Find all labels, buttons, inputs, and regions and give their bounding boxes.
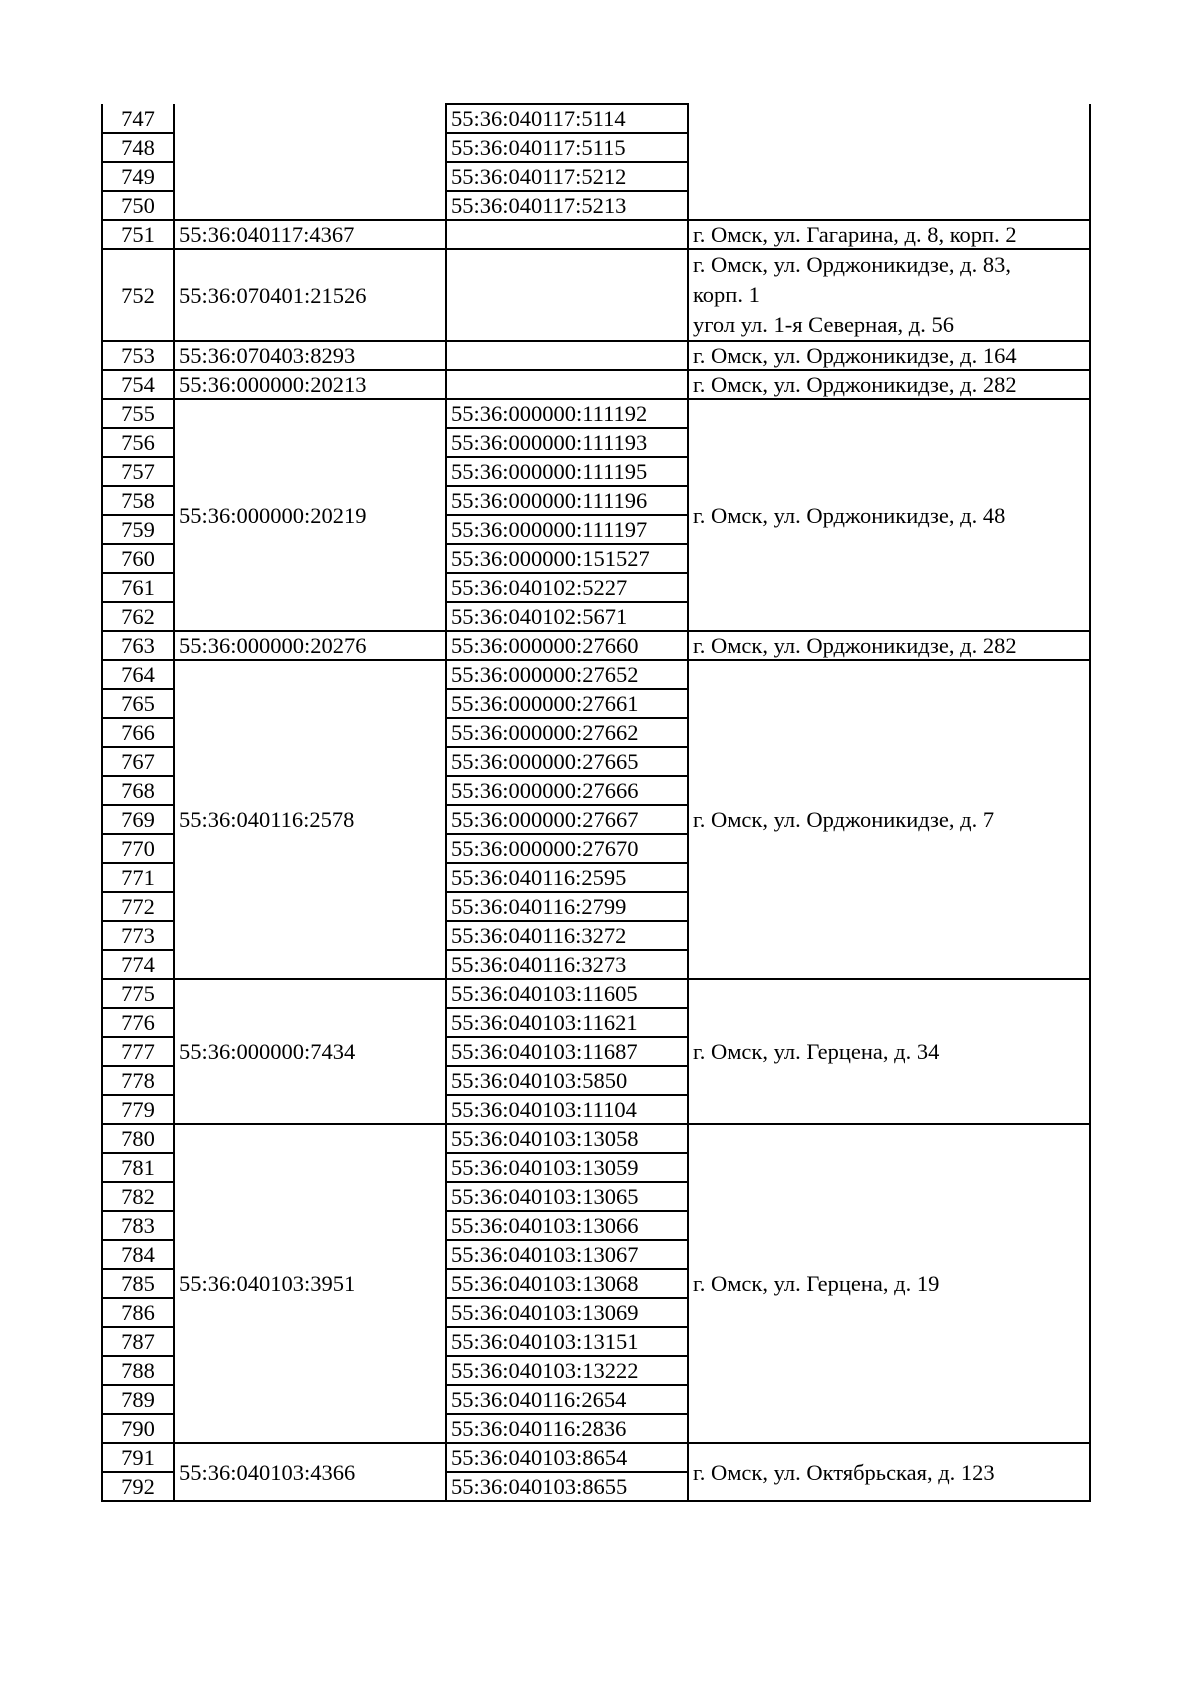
row-number: 784 bbox=[102, 1240, 174, 1269]
row-number: 757 bbox=[102, 457, 174, 486]
row-number: 750 bbox=[102, 191, 174, 220]
sub-object-number: 55:36:000000:111197 bbox=[446, 515, 688, 544]
table-row bbox=[102, 1124, 1090, 1153]
sub-object-number: 55:36:040103:13066 bbox=[446, 1211, 688, 1240]
address: г. Омск, ул. Орджоникидзе, д. 48 bbox=[688, 399, 1090, 631]
sub-object-number: 55:36:040103:5850 bbox=[446, 1066, 688, 1095]
sub-object-number: 55:36:040103:13068 bbox=[446, 1269, 688, 1298]
row-number: 759 bbox=[102, 515, 174, 544]
row-number: 776 bbox=[102, 1008, 174, 1037]
cadastral-number: 55:36:000000:20213 bbox=[174, 370, 446, 399]
sub-object-number: 55:36:040103:8655 bbox=[446, 1472, 688, 1501]
cadastral-number: 55:36:040103:4366 bbox=[174, 1443, 446, 1501]
sub-object-number: 55:36:000000:27662 bbox=[446, 718, 688, 747]
row-number: 773 bbox=[102, 921, 174, 950]
sub-object-number: 55:36:000000:111193 bbox=[446, 428, 688, 457]
row-number: 758 bbox=[102, 486, 174, 515]
sub-object-number: 55:36:000000:27660 bbox=[446, 631, 688, 660]
row-number: 764 bbox=[102, 660, 174, 689]
row-number: 761 bbox=[102, 573, 174, 602]
table-row bbox=[102, 660, 1090, 689]
row-number: 792 bbox=[102, 1472, 174, 1501]
sub-object-number: 55:36:040116:3273 bbox=[446, 950, 688, 979]
sub-object-number: 55:36:000000:27652 bbox=[446, 660, 688, 689]
cadastral-number: 55:36:000000:7434 bbox=[174, 979, 446, 1124]
cadastral-number: 55:36:000000:20219 bbox=[174, 399, 446, 631]
sub-object-number: 55:36:040103:13065 bbox=[446, 1182, 688, 1211]
cadastral-number: 55:36:040103:3951 bbox=[174, 1124, 446, 1443]
table-row bbox=[102, 220, 1090, 249]
cadastral-number: 55:36:070401:21526 bbox=[174, 249, 446, 341]
row-number: 755 bbox=[102, 399, 174, 428]
row-number: 789 bbox=[102, 1385, 174, 1414]
sub-object-number bbox=[446, 370, 688, 399]
sub-object-number: 55:36:040103:11104 bbox=[446, 1095, 688, 1124]
sub-object-number: 55:36:040103:13058 bbox=[446, 1124, 688, 1153]
address: г. Омск, ул. Орджоникидзе, д. 164 bbox=[688, 341, 1090, 370]
row-number: 787 bbox=[102, 1327, 174, 1356]
row-number: 772 bbox=[102, 892, 174, 921]
sub-object-number: 55:36:040116:2654 bbox=[446, 1385, 688, 1414]
row-number: 779 bbox=[102, 1095, 174, 1124]
address: г. Омск, ул. Октябрьская, д. 123 bbox=[688, 1443, 1090, 1501]
address bbox=[688, 249, 1090, 341]
row-number: 765 bbox=[102, 689, 174, 718]
sub-object-number: 55:36:000000:27670 bbox=[446, 834, 688, 863]
sub-object-number: 55:36:040103:11687 bbox=[446, 1037, 688, 1066]
sub-object-number bbox=[446, 220, 688, 249]
row-number: 760 bbox=[102, 544, 174, 573]
sub-object-number: 55:36:040117:5114 bbox=[446, 104, 688, 133]
sub-object-number: 55:36:040116:2836 bbox=[446, 1414, 688, 1443]
address-line: г. Омск, ул. Орджоникидзе, д. 83, bbox=[693, 252, 1011, 277]
sub-object-number: 55:36:000000:27667 bbox=[446, 805, 688, 834]
address-line: угол ул. 1-я Северная, д. 56 bbox=[693, 312, 955, 337]
sub-object-number: 55:36:040116:2595 bbox=[446, 863, 688, 892]
sub-object-number: 55:36:040102:5227 bbox=[446, 573, 688, 602]
sub-object-number: 55:36:040116:3272 bbox=[446, 921, 688, 950]
row-number: 747 bbox=[102, 104, 174, 133]
sub-object-number: 55:36:000000:111195 bbox=[446, 457, 688, 486]
address: г. Омск, ул. Герцена, д. 19 bbox=[688, 1124, 1090, 1443]
cadastral-number: 55:36:040116:2578 bbox=[174, 660, 446, 979]
address: г. Омск, ул. Орджоникидзе, д. 7 bbox=[688, 660, 1090, 979]
sub-object-number: 55:36:040103:8654 bbox=[446, 1443, 688, 1472]
sub-object-number: 55:36:040103:13069 bbox=[446, 1298, 688, 1327]
table-row bbox=[102, 631, 1090, 660]
cadastral-number: 55:36:000000:20276 bbox=[174, 631, 446, 660]
row-number: 770 bbox=[102, 834, 174, 863]
registry-table bbox=[101, 103, 1091, 1502]
sub-object-number: 55:36:040117:5213 bbox=[446, 191, 688, 220]
address: г. Омск, ул. Орджоникидзе, д. 282 bbox=[688, 631, 1090, 660]
sub-object-number: 55:36:040103:13151 bbox=[446, 1327, 688, 1356]
table-row bbox=[102, 399, 1090, 428]
table-row bbox=[102, 249, 1090, 341]
sub-object-number: 55:36:000000:151527 bbox=[446, 544, 688, 573]
sub-object-number: 55:36:000000:27666 bbox=[446, 776, 688, 805]
row-number: 766 bbox=[102, 718, 174, 747]
sub-object-number: 55:36:000000:111192 bbox=[446, 399, 688, 428]
registry-table-body bbox=[102, 104, 1090, 1501]
row-number: 785 bbox=[102, 1269, 174, 1298]
row-number: 788 bbox=[102, 1356, 174, 1385]
cadastral-number bbox=[174, 104, 446, 220]
sub-object-number: 55:36:040103:13067 bbox=[446, 1240, 688, 1269]
sub-object-number: 55:36:000000:111196 bbox=[446, 486, 688, 515]
sub-object-number: 55:36:040117:5115 bbox=[446, 133, 688, 162]
address bbox=[688, 104, 1090, 220]
row-number: 775 bbox=[102, 979, 174, 1008]
row-number: 754 bbox=[102, 370, 174, 399]
sub-object-number: 55:36:000000:27661 bbox=[446, 689, 688, 718]
row-number: 786 bbox=[102, 1298, 174, 1327]
row-number: 768 bbox=[102, 776, 174, 805]
sub-object-number bbox=[446, 249, 688, 341]
row-number: 780 bbox=[102, 1124, 174, 1153]
row-number: 751 bbox=[102, 220, 174, 249]
row-number: 778 bbox=[102, 1066, 174, 1095]
row-number: 774 bbox=[102, 950, 174, 979]
address: г. Омск, ул. Гагарина, д. 8, корп. 2 bbox=[688, 220, 1090, 249]
row-number: 782 bbox=[102, 1182, 174, 1211]
table-row bbox=[102, 104, 1090, 133]
row-number: 753 bbox=[102, 341, 174, 370]
row-number: 777 bbox=[102, 1037, 174, 1066]
row-number: 769 bbox=[102, 805, 174, 834]
table-row bbox=[102, 341, 1090, 370]
sub-object-number: 55:36:040117:5212 bbox=[446, 162, 688, 191]
sub-object-number: 55:36:040103:11621 bbox=[446, 1008, 688, 1037]
sub-object-number: 55:36:040102:5671 bbox=[446, 602, 688, 631]
table-row bbox=[102, 1443, 1090, 1472]
row-number: 748 bbox=[102, 133, 174, 162]
sub-object-number: 55:36:040116:2799 bbox=[446, 892, 688, 921]
row-number: 752 bbox=[102, 249, 174, 341]
row-number: 767 bbox=[102, 747, 174, 776]
sub-object-number bbox=[446, 341, 688, 370]
row-number: 783 bbox=[102, 1211, 174, 1240]
row-number: 771 bbox=[102, 863, 174, 892]
row-number: 791 bbox=[102, 1443, 174, 1472]
row-number: 781 bbox=[102, 1153, 174, 1182]
cadastral-number: 55:36:070403:8293 bbox=[174, 341, 446, 370]
table-row bbox=[102, 979, 1090, 1008]
address-line: корп. 1 bbox=[693, 282, 760, 307]
cadastral-number: 55:36:040117:4367 bbox=[174, 220, 446, 249]
row-number: 790 bbox=[102, 1414, 174, 1443]
row-number: 762 bbox=[102, 602, 174, 631]
sub-object-number: 55:36:000000:27665 bbox=[446, 747, 688, 776]
sub-object-number: 55:36:040103:11605 bbox=[446, 979, 688, 1008]
sub-object-number: 55:36:040103:13222 bbox=[446, 1356, 688, 1385]
row-number: 749 bbox=[102, 162, 174, 191]
row-number: 763 bbox=[102, 631, 174, 660]
address: г. Омск, ул. Герцена, д. 34 bbox=[688, 979, 1090, 1124]
table-row bbox=[102, 370, 1090, 399]
address: г. Омск, ул. Орджоникидзе, д. 282 bbox=[688, 370, 1090, 399]
row-number: 756 bbox=[102, 428, 174, 457]
sub-object-number: 55:36:040103:13059 bbox=[446, 1153, 688, 1182]
